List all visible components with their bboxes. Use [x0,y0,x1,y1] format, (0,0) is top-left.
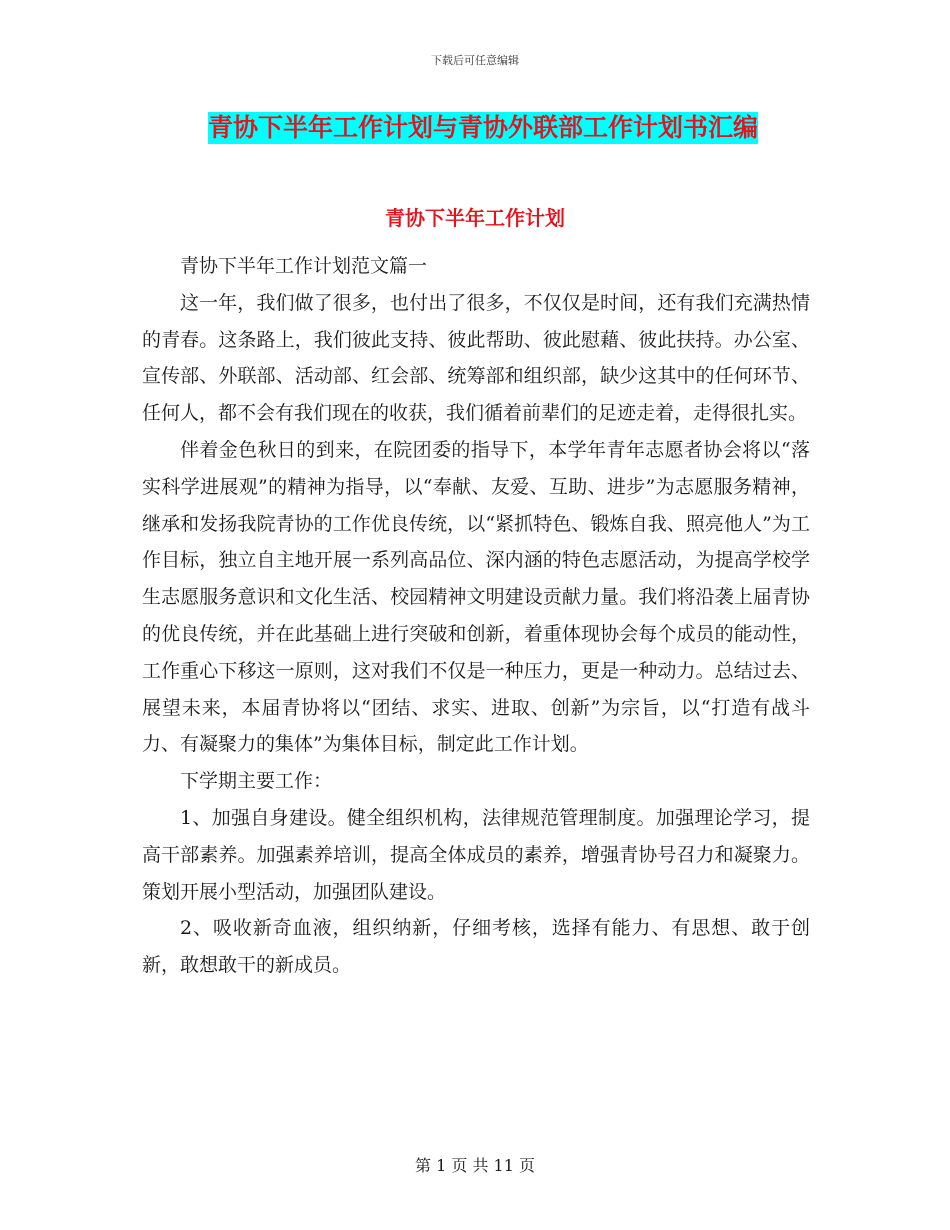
paragraph-subheading: 青协下半年工作计划范文篇一 [180,255,428,277]
paragraph: 这一年，我们做了很多，也付出了很多，不仅仅是时间，还有我们充满热情的青春。这条路上，我们彼此支持、彼此帮助、彼此慰藉、彼此扶持。办公室、宣传部、外联部、活动部、红会部、统筹部和组织部，缺少这其中的任何环节、任何人，都不会有我们现在的收获，我们循着前辈们的足迹走着，走得很扎实。 [142,291,810,425]
main-title: 青协下半年工作计划与青协外联部工作计划书汇编 [208,113,759,142]
main-title-container [208,112,790,144]
paragraph: 1、加强自身建设。健全组织机构，法律规范管理制度。加强理论学习，提高干部素养。加强素养培训，提高全体成员的素养，增强青协号召力和凝聚力。策划开展小型活动，加强团队建设。 [142,806,810,903]
paragraph: 伴着金色秋日的到来，在院团委的指导下，本学年青年志愿者协会将以“落实科学进展观”的精神为指导，以“奉献、友爱、互助、进步”为志愿服务精神，继承和发扬我院青协的工作优良传统，以“紧抓特色、锻炼自我、照亮他人”为工作目标，独立自主地开展一系列高品位、深内涵的特色志愿活动，为提高学校学生志愿服务意识和文化生活、校园精神文明建设贡献力量。我们将沿袭上届青协的优良传统，并在此基础上进行突破和创新，着重体现协会每个成员的能动性，工作重心下移这一原则，这对我们不仅是一种压力，更是一种动力。总结过去、展望未来，本届青协将以“团结、求实、进取、创新”为宗旨，以“打造有战斗力、有凝聚力的集体”为集体目标，制定此工作计划。 [142,438,810,756]
section-title: 青协下半年工作计划 [385,206,565,230]
body-text [142,248,810,984]
header-note: 下载后可任意编辑 [431,54,519,67]
page-number-footer: 第 1 页 共 11 页 [415,1156,535,1175]
paragraph-subheading: 下学期主要工作： [180,770,333,793]
paragraph: 2、吸收新奇血液，组织纳新，仔细考核，选择有能力、有思想、敢于创新，敢想敢干的新成员。 [142,917,810,977]
